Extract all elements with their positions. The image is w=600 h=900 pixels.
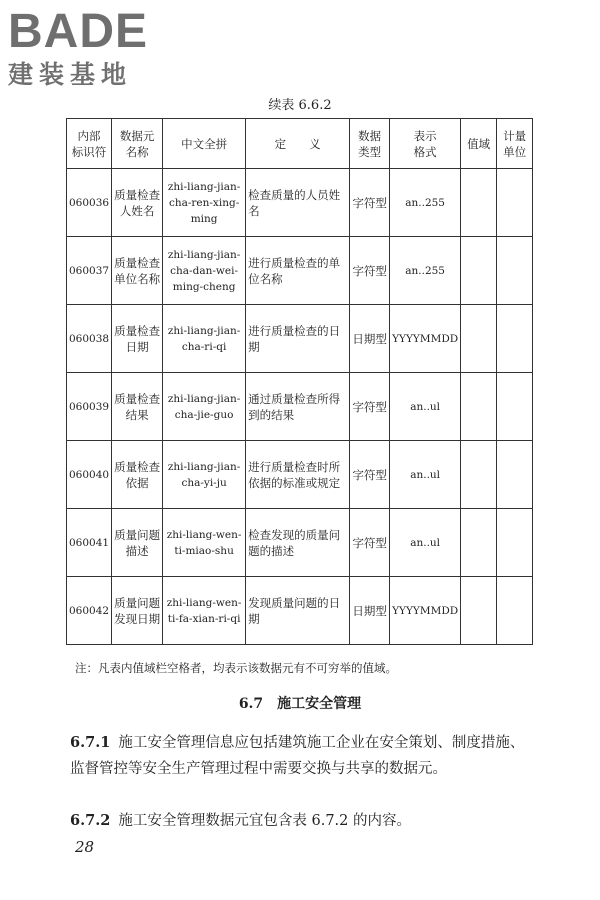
- unit-cell: [497, 305, 533, 373]
- table-header-row: [67, 119, 533, 169]
- name-cell: 质量检查人姓名: [112, 169, 163, 237]
- column-header-line: 数据元: [119, 128, 155, 143]
- identifier-cell: 060041: [67, 509, 112, 577]
- identifier-cell: 060037: [67, 237, 112, 305]
- unit-cell: [497, 373, 533, 441]
- definition-cell: 进行质量检查的日期: [246, 305, 350, 373]
- column-header-line: 类型: [358, 144, 382, 159]
- column-header: [390, 119, 461, 169]
- format-cell: an..255: [390, 237, 461, 305]
- pinyin-cell: zhi-liang-wen-ti-miao-shu: [163, 509, 246, 577]
- type-cell: 字符型: [350, 373, 390, 441]
- domain-cell: [461, 305, 497, 373]
- column-header-line: 标识符: [71, 144, 107, 159]
- column-header-line: 内部: [77, 128, 101, 143]
- column-header: [163, 119, 246, 169]
- definition-cell: 进行质量检查的单位名称: [246, 237, 350, 305]
- type-cell: 日期型: [350, 577, 390, 645]
- column-header: [112, 119, 163, 169]
- identifier-cell: 060036: [67, 169, 112, 237]
- table-row: [67, 509, 533, 577]
- name-cell: 质量检查结果: [112, 373, 163, 441]
- section-title: 6.7 施工安全管理: [238, 696, 362, 712]
- logo-brand-text: BADE: [8, 5, 149, 58]
- name-cell: 质量问题发现日期: [112, 577, 163, 645]
- column-header-line: 中文全拼: [181, 136, 228, 151]
- format-cell: an..ul: [390, 441, 461, 509]
- unit-cell: [497, 441, 533, 509]
- clause-text: 施工安全管理数据元宜包含表 6.7.2 的内容。: [118, 813, 411, 829]
- column-header: [497, 119, 533, 169]
- column-header-line: 单位: [503, 144, 527, 159]
- table-caption: 续表 6.6.2: [268, 98, 332, 113]
- logo-subtitle: 建装基地: [8, 60, 133, 89]
- type-cell: 字符型: [350, 509, 390, 577]
- data-element-table: [66, 118, 533, 645]
- type-cell: 字符型: [350, 237, 390, 305]
- table-row: [67, 441, 533, 509]
- identifier-cell: 060042: [67, 577, 112, 645]
- table-row: [67, 577, 533, 645]
- table-body: [67, 169, 533, 645]
- name-cell: 质量检查日期: [112, 305, 163, 373]
- clause-number: 6.7.1: [70, 734, 111, 751]
- domain-cell: [461, 441, 497, 509]
- unit-cell: [497, 577, 533, 645]
- table-note: 注：凡表内值域栏空格者，均表示该数据元有不可穷举的值域。: [75, 661, 397, 675]
- page-number: 28: [75, 838, 95, 856]
- format-cell: an..255: [390, 169, 461, 237]
- brand-logo: [8, 6, 178, 90]
- pinyin-cell: zhi-liang-jian-cha-jie-guo: [163, 373, 246, 441]
- table-row: [67, 237, 533, 305]
- column-header-line: 数据: [358, 128, 382, 143]
- column-header-line: 表示: [413, 128, 437, 143]
- table-row: [67, 305, 533, 373]
- column-header-line: 值域: [467, 136, 491, 151]
- identifier-cell: 060040: [67, 441, 112, 509]
- domain-cell: [461, 509, 497, 577]
- pinyin-cell: zhi-liang-jian-cha-ri-qi: [163, 305, 246, 373]
- pinyin-cell: zhi-liang-jian-cha-dan-wei-ming-cheng: [163, 237, 246, 305]
- name-cell: 质量检查依据: [112, 441, 163, 509]
- column-header: [67, 119, 112, 169]
- unit-cell: [497, 169, 533, 237]
- domain-cell: [461, 169, 497, 237]
- paragraph-6-7-1: [70, 730, 530, 782]
- type-cell: 字符型: [350, 441, 390, 509]
- column-header-line: 名称: [125, 144, 149, 159]
- column-header-line: 计量: [503, 128, 527, 143]
- column-header: [350, 119, 390, 169]
- domain-cell: [461, 237, 497, 305]
- pinyin-cell: zhi-liang-wen-ti-fa-xian-ri-qi: [163, 577, 246, 645]
- definition-cell: 进行质量检查时所依据的标准或规定: [246, 441, 350, 509]
- unit-cell: [497, 509, 533, 577]
- clause-number: 6.7.2: [70, 812, 111, 829]
- name-cell: 质量问题描述: [112, 509, 163, 577]
- unit-cell: [497, 237, 533, 305]
- format-cell: YYYYMMDD: [390, 305, 461, 373]
- column-header-line: 格式: [413, 144, 437, 159]
- type-cell: 字符型: [350, 169, 390, 237]
- pinyin-cell: zhi-liang-jian-cha-yi-ju: [163, 441, 246, 509]
- definition-cell: 检查发现的质量问题的描述: [246, 509, 350, 577]
- table-row: [67, 169, 533, 237]
- identifier-cell: 060038: [67, 305, 112, 373]
- definition-cell: 发现质量问题的日期: [246, 577, 350, 645]
- clause-text: 施工安全管理信息应包括建筑施工企业在安全策划、制度措施、监督管控等安全生产管理过程中需要交换与共享的数据元。: [70, 735, 525, 777]
- format-cell: an..ul: [390, 509, 461, 577]
- column-header-line: 定 义: [274, 136, 321, 151]
- domain-cell: [461, 577, 497, 645]
- pinyin-cell: zhi-liang-jian-cha-ren-xing-ming: [163, 169, 246, 237]
- column-header: [461, 119, 497, 169]
- identifier-cell: 060039: [67, 373, 112, 441]
- domain-cell: [461, 373, 497, 441]
- definition-cell: 检查质量的人员姓名: [246, 169, 350, 237]
- definition-cell: 通过质量检查所得到的结果: [246, 373, 350, 441]
- name-cell: 质量检查单位名称: [112, 237, 163, 305]
- table-row: [67, 373, 533, 441]
- format-cell: an..ul: [390, 373, 461, 441]
- paragraph-6-7-2: [70, 808, 530, 834]
- format-cell: YYYYMMDD: [390, 577, 461, 645]
- column-header: [246, 119, 350, 169]
- type-cell: 日期型: [350, 305, 390, 373]
